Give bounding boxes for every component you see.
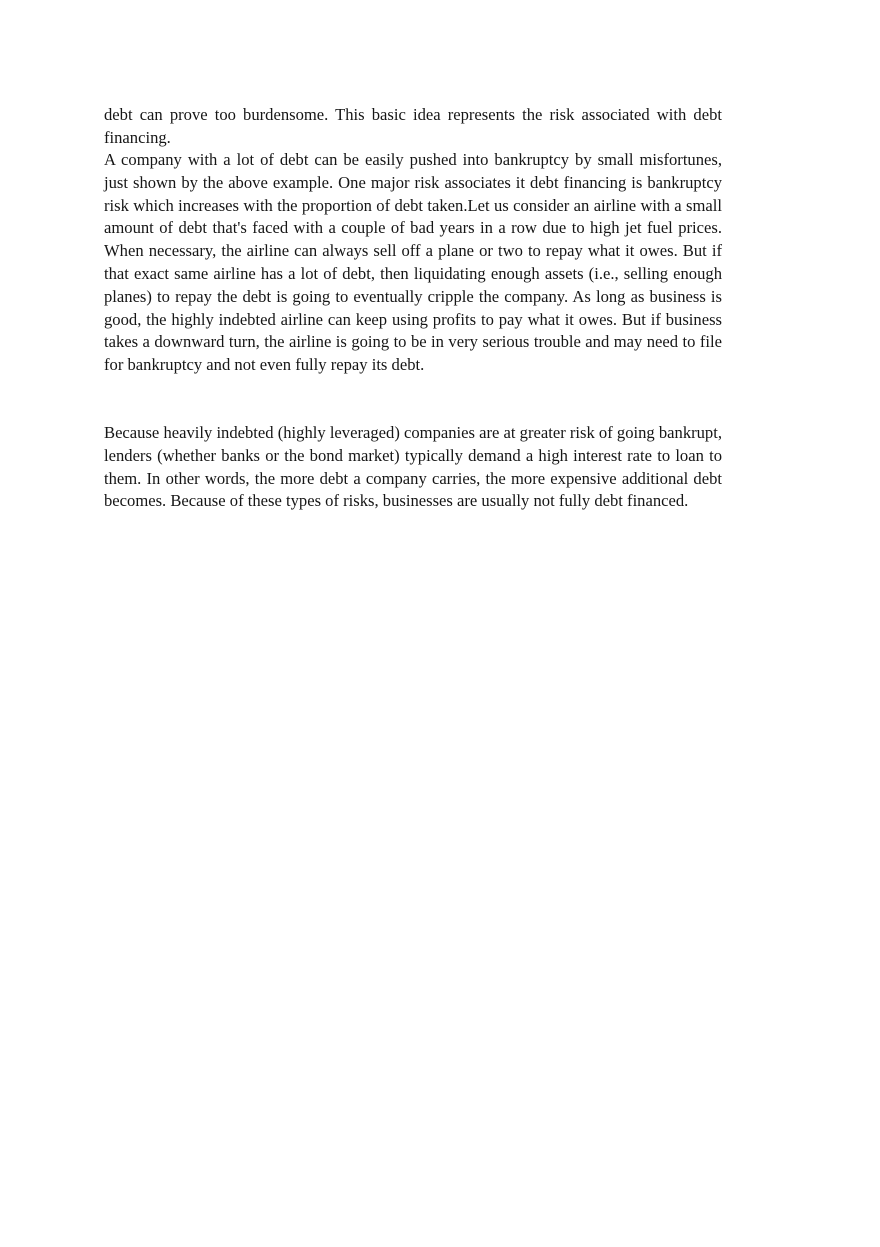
paragraph-bankruptcy-risk (104, 149, 722, 377)
paragraph-text: Because heavily indebted (highly leveraged) companies are at greater risk of going bankrupt, lenders (whether banks or the bond market) typically demand a high interest rate to loan to them. In other words, the more debt a company carries, the more expensive additional debt becomes. Because of these types of risks, businesses are usually not fully debt financed. (104, 423, 722, 511)
paragraph-leverage-cost (104, 422, 722, 513)
paragraph-text: A company with a lot of debt can be easily pushed into bankruptcy by small misfortunes, just shown by the above example. One major risk associates it debt financing is bankruptcy risk which increases with the proportion of debt taken.Let us consider an airline with a small amount of debt that's faced with a couple of bad years in a row due to high jet fuel prices. When necessary, the airline can always sell off a plane or two to repay what it owes. But if that exact same airline has a lot of debt, then liquidating enough assets (i.e., selling enough planes) to repay the debt is going to eventually cripple the company. As long as business is good, the highly indebted airline can keep using profits to pay what it owes. But if business takes a downward turn, the airline is going to be in very serious trouble and may need to file for bankruptcy and not even fully repay its debt. (104, 150, 722, 375)
paragraph-debt-burden (104, 104, 722, 150)
paragraph-text: debt can prove too burdensome. This basic idea represents the risk associated with debt financing. (104, 105, 722, 147)
